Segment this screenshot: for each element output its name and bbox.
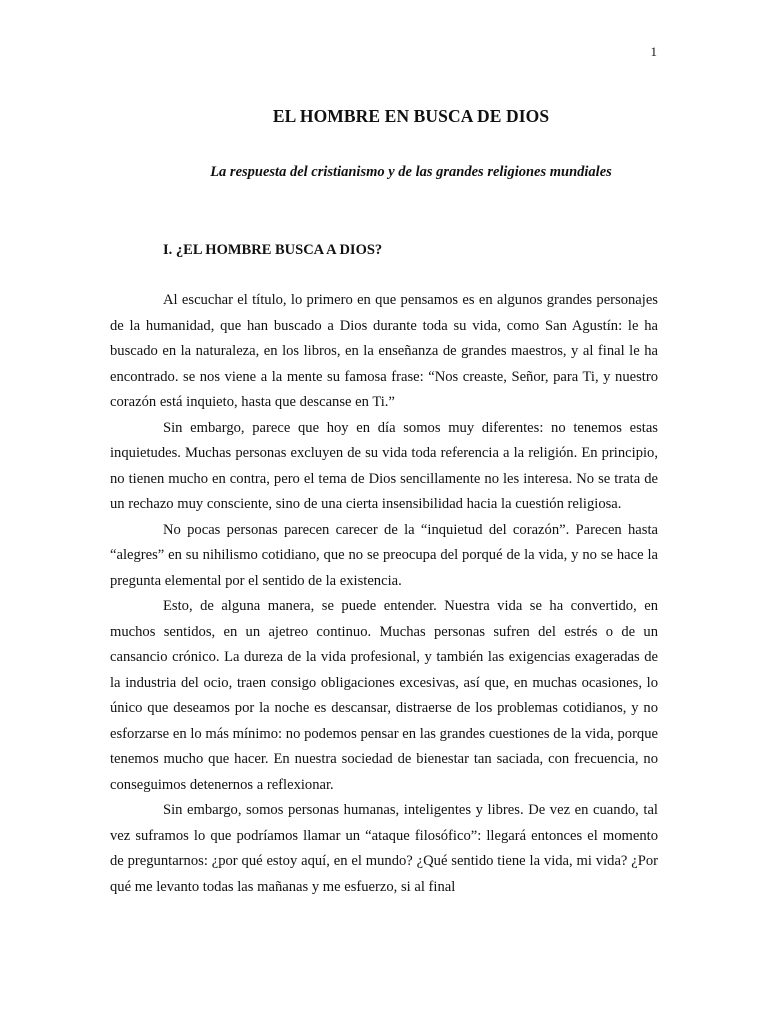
paragraph: Al escuchar el título, lo primero en que pensamos es en algunos grandes personajes de la humanidad, que han buscado a Dios durante toda su vida, como San Agustín: le ha buscado en la naturaleza, en los libros, en la enseñanza de grandes maestros, y al final le ha encontrado. se nos viene a la mente su famosa frase: “Nos creaste, Señor, para Ti, y nuestro corazón está inquieto, hasta que descanse en Ti.” bbox=[110, 292, 658, 410]
paragraph: Sin embargo, somos personas humanas, inteligentes y libres. De vez en cuando, tal vez suframos lo que podríamos llamar un “ataque filosófico”: llegará entonces el momento de preguntarnos: ¿por qué estoy aquí, en el mundo? ¿Qué sentido tiene la vida, mi vida? ¿Por qué me levanto todas las mañanas y me esfuerzo, si al final bbox=[110, 802, 658, 895]
paragraph: Sin embargo, parece que hoy en día somos muy diferentes: no tenemos estas inquietudes. Muchas personas excluyen de su vida toda referencia a la religión. En principio, no tienen mucho en contra, pero el tema de Dios sencillamente no les interesa. No se trata de un rechazo muy consciente, sino de una cierta insensibilidad hacia la cuestión religiosa. bbox=[110, 419, 658, 512]
section-heading: I. ¿EL HOMBRE BUSCA A DIOS? bbox=[163, 242, 383, 258]
page-number: 1 bbox=[650, 44, 657, 59]
document-subtitle: La respuesta del cristianismo y de las grandes religiones mundiales bbox=[210, 164, 612, 180]
body-text bbox=[110, 288, 658, 900]
paragraph: Esto, de alguna manera, se puede entender. Nuestra vida se ha convertido, en muchos sentidos, en un ajetreo continuo. Muchas personas sufren del estrés o de un cansancio crónico. La dureza de la vida profesional, y también las exigencias exageradas de la industria del ocio, traen consigo obligaciones excesivas, así que, en muchas ocasiones, lo único que deseamos por la noche es descansar, distraerse de los problemas cotidianos, y no esforzarse en lo más mínimo: no podemos pensar en las grandes cuestiones de la vida, porque tenemos mucho que hacer. En nuestra sociedad de bienestar tan saciada, con frecuencia, no conseguimos detenernos a reflexionar. bbox=[110, 598, 658, 793]
paragraph: No pocas personas parecen carecer de la “inquietud del corazón”. Parecen hasta “alegres” en su nihilismo cotidiano, que no se preocupa del porqué de la vida, y no se hace la pregunta elemental por el sentido de la existencia. bbox=[110, 521, 658, 589]
document-title: EL HOMBRE EN BUSCA DE DIOS bbox=[272, 106, 550, 126]
